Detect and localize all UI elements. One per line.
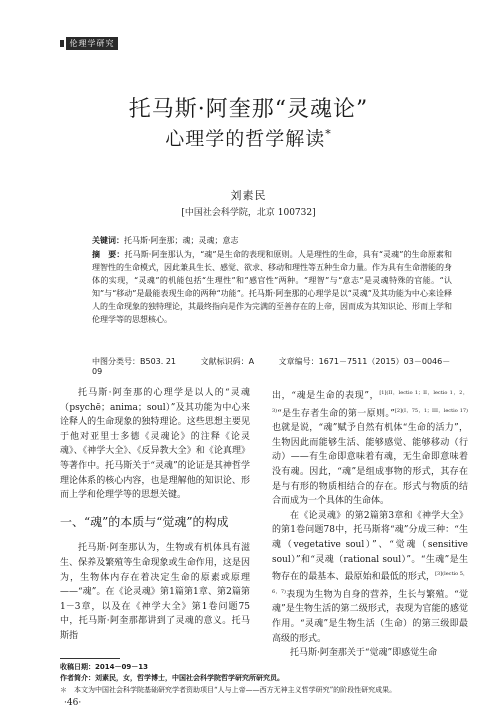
- text-run: 在《论灵魂》的第2篇第3章和《神学大全》的第1卷问题78中，托马斯将“魂”分成三种：“生魂（vegetative soul）”、“觉魂（sensitive soul）”和“灵魂（rational soul）”。“生魂”是生物存在的最基本、最原始和最低的形式，: [272, 510, 468, 583]
- title-text: 心理学的哲学解读: [165, 128, 326, 150]
- right-column: [272, 386, 468, 661]
- body-paragraph: 托马斯·阿奎那关于“觉魂”即感觉生命: [290, 648, 438, 659]
- footnote-received: [60, 662, 470, 672]
- abstract-label: 摘 要：: [92, 250, 125, 259]
- article-title-line2: [0, 124, 497, 151]
- section-heading: 一、“魂”的本质与“觉魂”的构成: [60, 514, 229, 529]
- footnote-fund: ＊ 本文为中国社会科学院基础研究学者资助项目“人与上帝——西方无神主义哲学研究”的阶段性研究成果。: [60, 686, 397, 694]
- left-column: [60, 386, 250, 644]
- citation-ref: [3](lectio 5，6，7): [272, 571, 468, 595]
- citation-ref: [1](II，lectio 1；II，lectio 1，2，3): [272, 390, 468, 414]
- abstract-text: 托马斯·阿奎那认为，“魂”是生命的表现和原则。人是理性的生命，具有“灵魂”的生命原素和理智性的生命模式，因此兼具生长、感觉、欲求、移动和理性等五种生命力量。作为具有生命潜能的身体的实现，“灵魂”的机能包括“生理性”和“感官性”两种。“理智”与“意志”是灵魂特殊的官能。“认知”与“移动”是最能表现生命的两种“功能”。托马斯·阿奎那的心理学是以“灵魂”及其功能为中心来诠释人的生命现象的独特理论，其最终指向是作为完满的至善存在的上帝，因而成为其知识论、形而上学和伦理学等的思想核心。: [92, 250, 453, 324]
- article-number: 文章编号：1671－7511（2015）03－0046－09: [92, 357, 451, 376]
- received-date: 收稿日期：2014－09－13: [60, 663, 148, 671]
- text-run: 也就是说，“魂”赋予自然有机体“生命的活力”，生物因此而能够生活、能够感觉、能够移动（行动）——有生命即意味着有魂，无生命即意味着没有魂。因此，“魂”是组成事物的形式，其存在是与有形的物质相结合的存在。形式与物质的结合而成为一个具体的生命体。: [272, 423, 468, 507]
- title-footnote-mark: *: [325, 127, 332, 141]
- abstract: [92, 248, 452, 326]
- section-badge: 伦理学研究: [66, 37, 118, 50]
- keywords-label: 关键词：: [92, 236, 124, 245]
- citation-ref: [2](I，75，1；III，lectio 17): [394, 407, 469, 414]
- body-paragraph: [272, 509, 468, 646]
- author-info: 作者简介：刘素民，女，哲学博士，中国社会科学院哲学研究所研究员。: [60, 674, 284, 682]
- intro-paragraph: 托马斯·阿奎那的心理学是以人的“灵魂（psychē；anima；soul）”及其功能为中心来诠释人的生命现象的独特理论。这些思想主要见于他对亚里士多德《灵魂论》的注释《论灵魂》、《神学大全》、《反异教大全》和《论真理》等著作中。托马斯关于“灵魂”的论证是其神哲学理论体系的核心内容，也是理解他的知识论、形而上学和伦理学等的思想关键。: [60, 388, 250, 501]
- document-code: 文献标识码：A: [200, 357, 255, 366]
- body-paragraph: [272, 386, 468, 509]
- keywords: [92, 234, 452, 247]
- author-affiliation: [中国社会科学院，北京 100732]: [181, 208, 316, 218]
- author-name: 刘素民: [230, 189, 267, 202]
- keywords-text: 托马斯·阿奎那；魂；灵魂；意志: [124, 236, 239, 245]
- footnote-rule: [60, 658, 120, 659]
- page-number: ·46·: [64, 698, 82, 708]
- text-run: “是生存者生命的第一原则。”: [277, 408, 395, 419]
- footnote-author: [60, 673, 470, 683]
- body-paragraph: 托马斯·阿奎那认为，生物或有机体具有滋生、保养及繁殖等生命现象或生命作用，这是因为，生物体内存在着决定生命的原素或原理——“魂”。在《论灵魂》第1篇第1章、第2篇第1－3章，以及在《神学大全》第1卷问题75中，托马斯·阿奎那都讲到了灵魂的意义。托马斯指: [60, 543, 250, 641]
- article-title-line1: 托马斯·阿奎那“灵魂论”: [128, 97, 369, 122]
- text-run: 出，“魂是生命的表现”，: [272, 391, 380, 401]
- classification-codes: [92, 356, 452, 376]
- text-run: 表现为生物为自身的营养，生长与繁殖。“觉魂”是生物生活的第二级形式，表现为官能的感觉作用。“灵魂”是生物生活（生命）的第三级即最高级的形式。: [272, 589, 468, 644]
- clc-code: 中图分类号：B503. 21: [92, 357, 177, 366]
